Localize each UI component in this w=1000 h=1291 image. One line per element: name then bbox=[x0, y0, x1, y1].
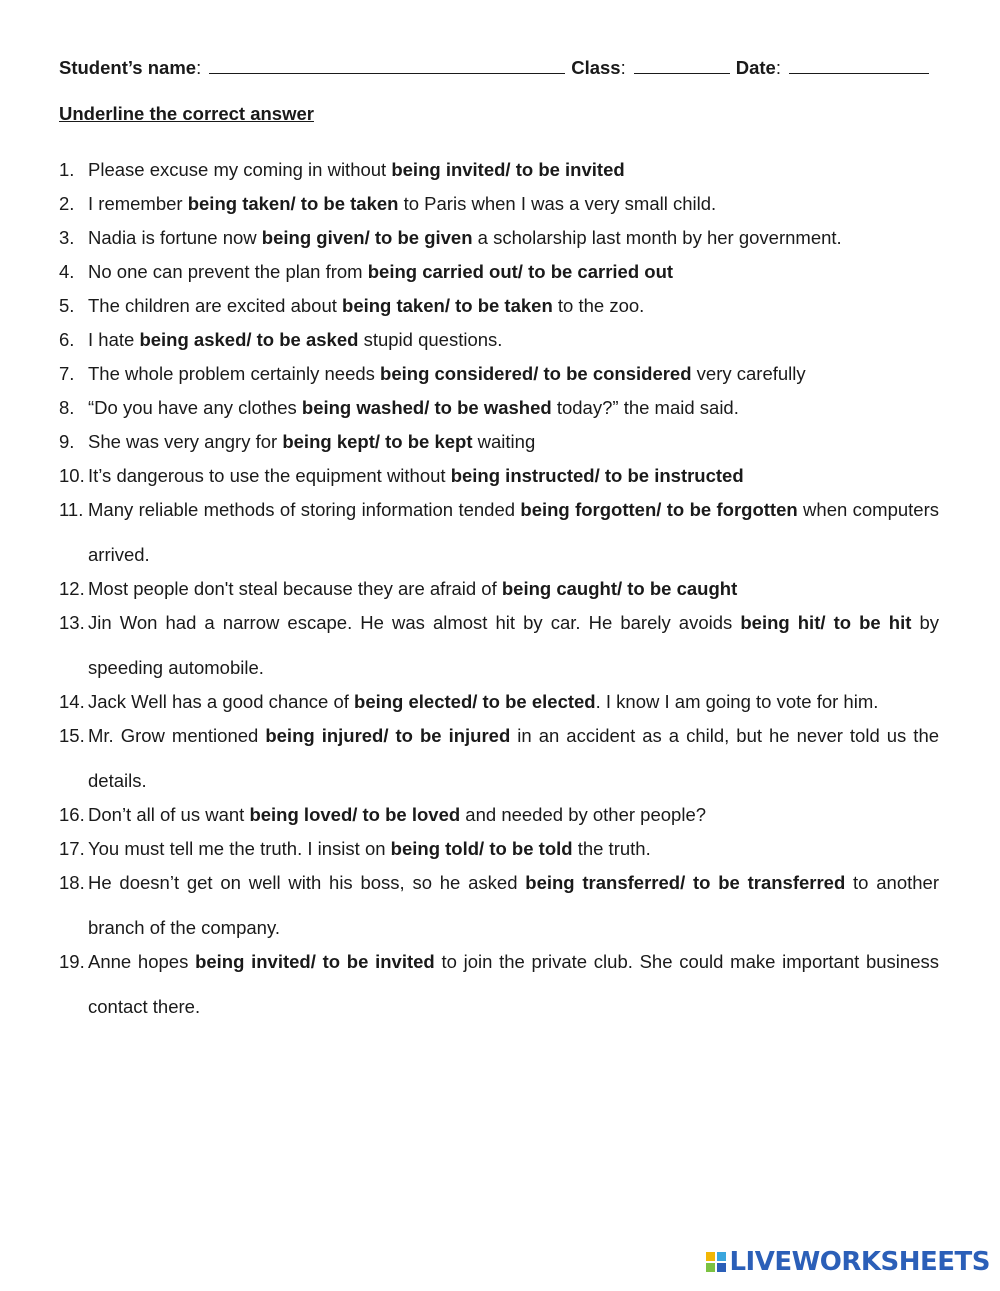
answer-options[interactable]: being asked/ to be asked bbox=[139, 329, 359, 350]
answer-options[interactable]: being loved/ to be loved bbox=[249, 804, 461, 825]
question-stem-before: Mr. Grow mentioned bbox=[88, 725, 266, 746]
question-item bbox=[59, 487, 939, 577]
answer-options[interactable]: being washed/ to be washed bbox=[301, 397, 552, 418]
question-number: 5. bbox=[59, 295, 75, 316]
question-stem-before: The children are excited about bbox=[88, 295, 343, 316]
date-blank[interactable] bbox=[789, 57, 929, 74]
logo-blocks-icon bbox=[706, 1252, 726, 1272]
question-item bbox=[59, 939, 939, 1029]
answer-options[interactable]: being invited/ to be invited bbox=[195, 951, 435, 972]
question-number: 18. bbox=[59, 872, 85, 893]
question-stem-before: She was very angry for bbox=[88, 431, 283, 452]
student-name-label: Student’s name bbox=[59, 57, 197, 78]
question-stem-after: the truth. bbox=[572, 838, 651, 859]
worksheet-page bbox=[59, 57, 939, 1029]
question-stem-before: Don’t all of us want bbox=[88, 804, 250, 825]
answer-options[interactable]: being injured/ to be injured bbox=[265, 725, 511, 746]
answer-options[interactable]: being hit/ to be hit bbox=[740, 612, 912, 633]
question-number: 6. bbox=[59, 329, 75, 350]
question-item bbox=[59, 713, 939, 803]
question-stem-before: It’s dangerous to use the equipment without bbox=[88, 465, 451, 486]
question-text bbox=[88, 939, 939, 1029]
question-number: 8. bbox=[59, 397, 75, 418]
student-info-header: Student’s name : Class : Date : bbox=[59, 57, 939, 83]
answer-options[interactable]: being invited/ to be invited bbox=[391, 159, 625, 180]
answer-options[interactable]: being kept/ to be kept bbox=[282, 431, 473, 452]
answer-options[interactable]: being taken/ to be taken bbox=[187, 193, 399, 214]
question-stem-after: very carefully bbox=[691, 363, 806, 384]
answer-options[interactable]: being transferred/ to be transferred bbox=[525, 872, 846, 893]
question-stem-before: The whole problem certainly needs bbox=[88, 363, 381, 384]
question-stem-after: by speeding automobile. bbox=[88, 612, 939, 678]
question-number: 4. bbox=[59, 261, 75, 282]
class-label: Class bbox=[571, 57, 621, 78]
answer-options[interactable]: being elected/ to be elected bbox=[354, 691, 596, 712]
question-number: 15. bbox=[59, 725, 85, 746]
question-number: 12. bbox=[59, 578, 85, 599]
question-stem-before: I hate bbox=[88, 329, 140, 350]
question-number: 16. bbox=[59, 804, 85, 825]
question-stem-before: He doesn’t get on well with his boss, so he asked bbox=[88, 872, 526, 893]
question-number: 3. bbox=[59, 227, 75, 248]
question-stem-before: Many reliable methods of storing information tended bbox=[88, 499, 521, 520]
date-label: Date bbox=[735, 57, 776, 78]
question-stem-before: You must tell me the truth. I insist on bbox=[88, 838, 391, 859]
question-stem-after: to Paris when I was a very small child. bbox=[398, 193, 717, 214]
answer-options[interactable]: being taken/ to be taken bbox=[342, 295, 553, 316]
question-stem-after: today?” the maid said. bbox=[551, 397, 739, 418]
answer-options[interactable]: being forgotten/ to be forgotten bbox=[520, 499, 798, 520]
question-stem-before: No one can prevent the plan from bbox=[88, 261, 368, 282]
answer-options[interactable]: being told/ to be told bbox=[390, 838, 573, 859]
question-number: 13. bbox=[59, 612, 85, 633]
answer-options[interactable]: being given/ to be given bbox=[261, 227, 473, 248]
question-text bbox=[88, 860, 939, 950]
question-stem-before: Anne hopes bbox=[88, 951, 196, 972]
question-stem-after: and needed by other people? bbox=[460, 804, 707, 825]
question-stem-before: Jin Won had a narrow escape. He was almost hit by car. He barely avoids bbox=[88, 612, 741, 633]
question-text bbox=[88, 487, 939, 577]
question-number: 19. bbox=[59, 951, 85, 972]
logo-text: LIVEWORKSHEETS bbox=[729, 1247, 990, 1277]
question-stem-after: . I know I am going to vote for him. bbox=[595, 691, 879, 712]
instruction-heading: Underline the correct answer bbox=[59, 103, 314, 124]
question-stem-after: when computers arrived. bbox=[88, 499, 939, 565]
question-number: 9. bbox=[59, 431, 75, 452]
question-stem-after: stupid questions. bbox=[358, 329, 503, 350]
question-stem-before: “Do you have any clothes bbox=[88, 397, 302, 418]
question-number: 11. bbox=[59, 499, 84, 520]
class-blank[interactable] bbox=[634, 57, 730, 74]
question-stem-after: a scholarship last month by her government. bbox=[472, 227, 842, 248]
question-text bbox=[88, 600, 939, 690]
question-number: 14. bbox=[59, 691, 85, 712]
question-stem-before: I remember bbox=[88, 193, 188, 214]
question-item bbox=[59, 860, 939, 950]
question-stem-before: Jack Well has a good chance of bbox=[88, 691, 355, 712]
answer-options[interactable]: being considered/ to be considered bbox=[380, 363, 692, 384]
question-stem-after: to another branch of the company. bbox=[88, 872, 939, 938]
question-number: 7. bbox=[59, 363, 75, 384]
question-stem-after: waiting bbox=[472, 431, 536, 452]
question-number: 17. bbox=[59, 838, 85, 859]
question-stem-after: in an accident as a child, but he never told us the details. bbox=[88, 725, 940, 791]
question-list bbox=[59, 147, 939, 1029]
question-number: 10. bbox=[59, 465, 85, 486]
question-stem-before: Most people don't steal because they are afraid of bbox=[88, 578, 502, 599]
question-number: 2. bbox=[59, 193, 75, 214]
question-stem-before: Please excuse my coming in without bbox=[88, 159, 392, 180]
question-item bbox=[59, 600, 939, 690]
student-name-blank[interactable] bbox=[209, 57, 565, 74]
answer-options[interactable]: being carried out/ to be carried out bbox=[367, 261, 674, 282]
liveworksheets-logo bbox=[706, 1247, 990, 1277]
question-stem-before: Nadia is fortune now bbox=[88, 227, 262, 248]
question-text bbox=[88, 713, 939, 803]
answer-options[interactable]: being caught/ to be caught bbox=[501, 578, 738, 599]
question-number: 1. bbox=[59, 159, 75, 180]
question-stem-after: to join the private club. She could make important business contact there. bbox=[88, 951, 939, 1017]
question-stem-after: to the zoo. bbox=[552, 295, 645, 316]
answer-options[interactable]: being instructed/ to be instructed bbox=[450, 465, 744, 486]
